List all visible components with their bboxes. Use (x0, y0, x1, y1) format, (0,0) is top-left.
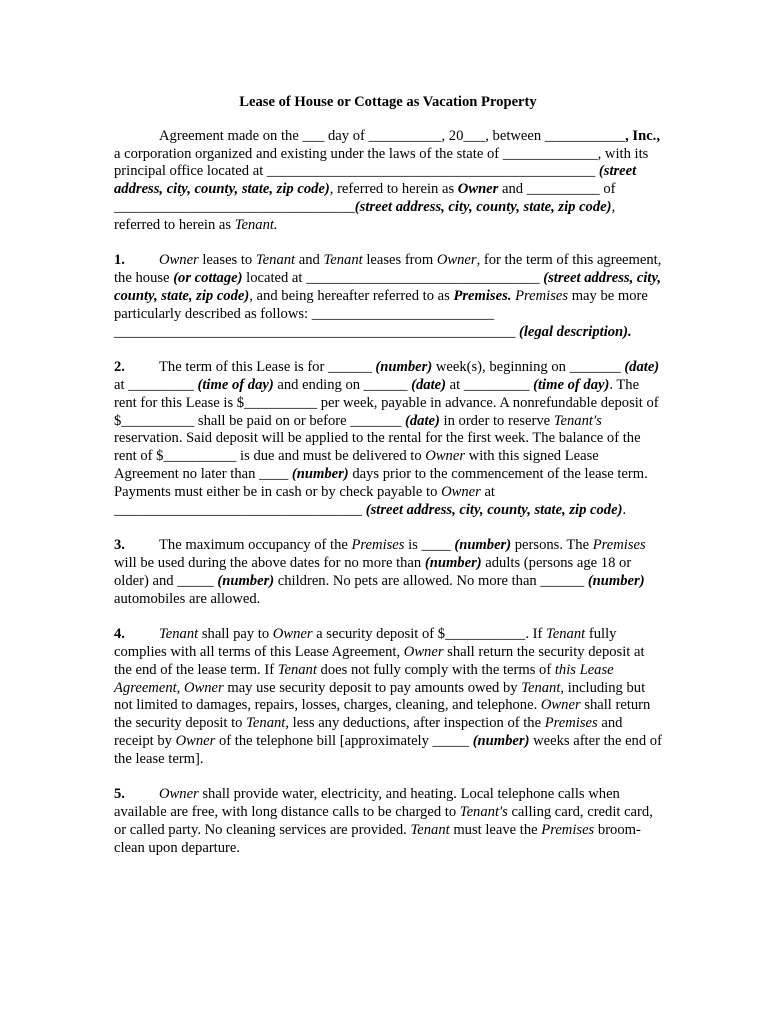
intro-paragraph (114, 128, 662, 235)
text-run: Owner (436, 252, 477, 269)
text-run: Owner (425, 448, 466, 465)
text-run: (street address, city, county, state, zip code) (365, 501, 623, 518)
text-run: Tenant, (246, 715, 289, 732)
text-run: and __________ of _________________________________ (114, 181, 616, 215)
text-run: Premises (351, 537, 405, 554)
text-run: of the telephone bill [approximately _____ (215, 732, 473, 749)
text-run: , Inc., (625, 127, 660, 144)
section-5-text (114, 786, 653, 855)
text-run: Owner (159, 252, 199, 269)
text-run: and receipt by (114, 715, 623, 749)
text-run: at _________ (114, 376, 198, 393)
text-run: (legal description). (518, 323, 632, 340)
text-run: (number) (375, 359, 433, 376)
text-run: Tenant's (459, 804, 508, 821)
text-run: Owner (441, 483, 481, 500)
text-run: (number) (587, 572, 645, 589)
text-run: persons. The (511, 537, 593, 554)
section-number: 3. (114, 537, 125, 554)
text-run: (street address, city, county, state, zip code) (114, 270, 662, 304)
intro-runs (114, 128, 660, 233)
text-run: at _________ (445, 376, 534, 393)
text-run: days prior to the commencement of the lease term. Payments must either be in cash or by check payable to (114, 465, 648, 500)
text-run: at __________________________________ (114, 483, 495, 518)
text-run: Owner (403, 643, 444, 660)
text-run: Premises (515, 287, 569, 304)
text-run: Tenant (255, 252, 296, 269)
text-run: fully complies with all terms of this Lease Agreement, (114, 626, 617, 660)
text-run: (date) (624, 359, 660, 376)
text-run: does not fully comply with the terms of (316, 661, 555, 678)
section-2 (114, 359, 662, 519)
text-run: Premises (592, 537, 646, 554)
text-run: Tenant (546, 626, 586, 643)
text-run: . (622, 501, 627, 518)
text-run: (time of day) (533, 376, 610, 393)
text-run: , including but not limited to damages, repairs, losses, charges, cleaning, and telephone. (114, 679, 646, 714)
text-run: adults (persons age 18 or older) and _____ (114, 554, 632, 589)
text-run: (number) (217, 572, 275, 589)
text-run: Owner (272, 626, 313, 643)
text-run: Owner (159, 786, 199, 803)
text-run: broom-clean upon departure. (114, 821, 641, 856)
text-run: a corporation organized and existing under the laws of the state of _____________, with its principal office located at _____________________________________________ (114, 145, 649, 180)
text-run: (number) (454, 537, 512, 554)
section-4-text (114, 626, 662, 767)
text-run: shall return the security deposit at the end of the lease term. If (114, 643, 645, 678)
text-run: (number) (472, 732, 530, 749)
section-number: 5. (114, 786, 125, 803)
document-title: Lease of House or Cottage as Vacation Property (239, 94, 537, 110)
text-run: calling card, credit card, or called party. No cleaning services are provided. (114, 804, 653, 838)
text-run: (street address, city, county, state, zip code) (354, 198, 612, 215)
text-run: is ____ (404, 537, 455, 554)
text-run: a security deposit of $___________. If (312, 626, 546, 643)
text-run: shall provide water, electricity, and heating. Local telephone calls when available are free, with long distance calls to be charged to (114, 786, 620, 821)
text-run: Tenant (521, 679, 561, 696)
text-run: will be used during the above dates for no more than (114, 554, 425, 571)
text-run: located at ________________________________ (242, 270, 544, 287)
text-run: The maximum occupancy of the (159, 537, 352, 554)
text-run: . The rent for this Lease is $__________ per week, payable in advance. A nonrefundable deposit of $__________ shall be paid on or before _______ (114, 376, 659, 429)
text-run: and ending on ______ (273, 376, 412, 393)
text-run: , referred to herein as (114, 198, 616, 233)
section-3-text (114, 537, 646, 606)
text-run: Premises (544, 715, 598, 732)
section-number: 2. (114, 359, 125, 376)
section-5 (114, 786, 662, 857)
section-2-text (114, 359, 659, 517)
text-run: (number) (424, 554, 482, 571)
text-run: (or cottage) (173, 270, 243, 287)
text-run: Premises (541, 821, 595, 838)
text-run: in order to reserve (439, 412, 554, 429)
text-run: Owner (175, 732, 216, 749)
text-run: , for the term of this agreement, the house (114, 252, 662, 287)
text-run: leases from (362, 252, 437, 269)
text-run: , and being hereafter referred to as (249, 287, 454, 304)
text-run: shall return the security deposit to (114, 697, 651, 732)
text-run: (date) (405, 412, 440, 429)
text-run: week(s), beginning on _______ (432, 359, 625, 376)
section-number: 4. (114, 626, 125, 643)
section-1 (114, 252, 662, 341)
text-run: Owner (457, 181, 499, 198)
text-run: (number) (291, 465, 349, 482)
text-run: must leave the (449, 821, 542, 838)
text-run: may be more particularly described as follows: _________________________ _______________________________________________________ (114, 287, 648, 340)
text-run: Tenant (323, 252, 363, 269)
text-run: The term of this Lease is for ______ (159, 359, 376, 376)
text-run: weeks after the end of the lease term]. (114, 732, 662, 767)
section-1-text (114, 252, 661, 339)
text-run: shall pay to (198, 626, 273, 643)
text-run: Tenant. (234, 216, 278, 233)
text-run: less any deductions, after inspection of the (289, 715, 545, 732)
text-run: (date) (411, 376, 446, 393)
text-run: leases to (198, 252, 256, 269)
section-number: 1. (114, 252, 125, 269)
text-run: this Lease Agreement, Owner (114, 661, 614, 696)
text-run: children. No pets are allowed. No more than ______ (274, 572, 588, 589)
text-run: Tenant (159, 626, 199, 643)
text-run: automobiles are allowed. (114, 590, 261, 607)
text-run: Tenant (277, 661, 317, 678)
text-run: Tenant's (553, 412, 602, 429)
text-run: (time of day) (197, 376, 274, 393)
text-run: may use security deposit to pay amounts owed by (223, 679, 522, 696)
text-run: Premises. (453, 287, 512, 304)
text-run: Agreement made on the ___ day of __________, 20___, between ___________ (159, 127, 626, 144)
text-run: Owner (540, 697, 581, 714)
text-run: , referred to herein as (329, 181, 458, 198)
text-run: with this signed Lease Agreement no later than ____ (114, 448, 599, 482)
text-run: Tenant (410, 821, 450, 838)
text-run: (street address, city, county, state, zip code) (114, 163, 637, 198)
text-run: and (295, 252, 324, 269)
section-4 (114, 626, 662, 768)
section-3 (114, 537, 662, 608)
text-run: reservation. Said deposit will be applied to the rental for the first week. The balance of the rent of $__________ is due and must be delivered to (114, 430, 641, 465)
